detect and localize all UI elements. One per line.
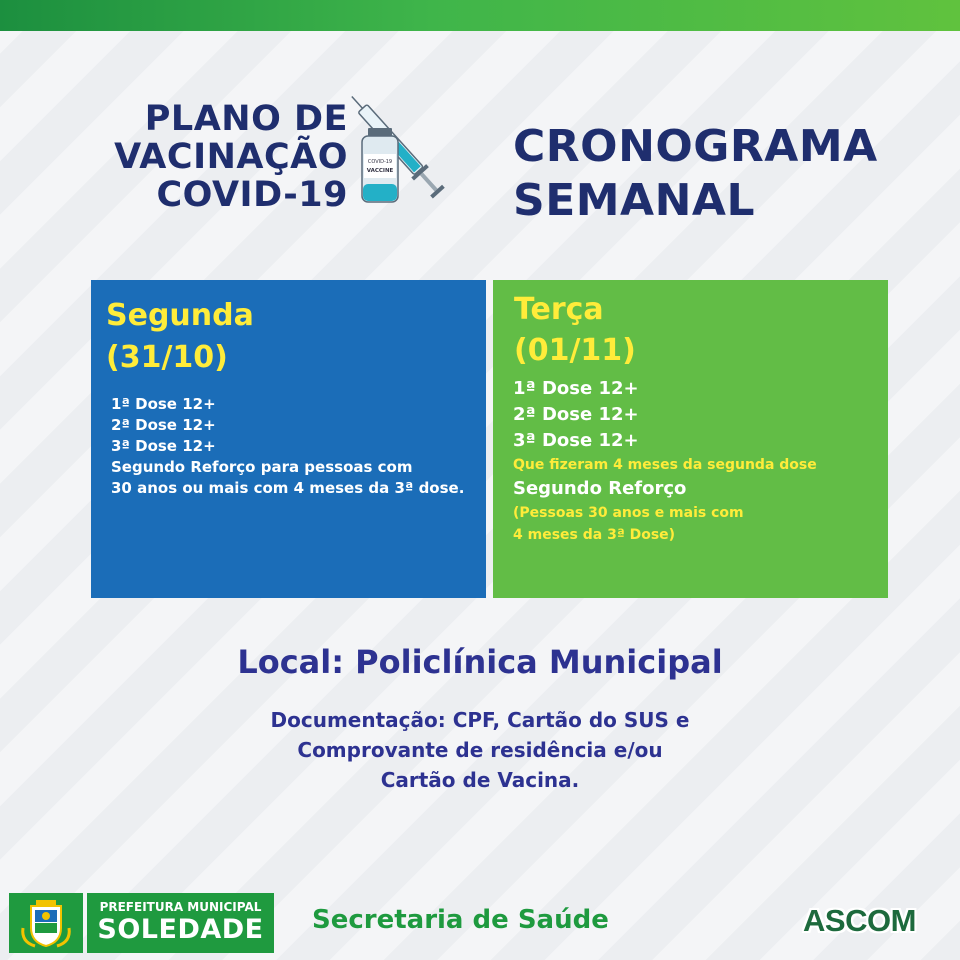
prefeitura-brand <box>87 893 274 953</box>
monday-schedule-card <box>91 280 486 598</box>
tuesday-line: Segundo Reforço <box>513 478 687 499</box>
page-heading <box>513 120 878 228</box>
plan-title-line-2: VACINAÇÃO <box>114 137 348 177</box>
monday-line: 2ª Dose 12+ <box>111 416 216 434</box>
heading-line-1: CRONOGRAMA <box>513 121 878 172</box>
tuesday-line: 2ª Dose 12+ <box>513 404 639 425</box>
prefeitura-logo <box>9 893 274 953</box>
monday-details <box>111 394 464 499</box>
location-text: Local: Policlínica Municipal <box>237 643 723 681</box>
documentation-line-3: Cartão de Vacina. <box>380 768 580 792</box>
documentation-text <box>0 705 960 795</box>
coat-of-arms-box <box>9 893 83 953</box>
monday-line: 3ª Dose 12+ <box>111 437 216 455</box>
ascom-logo: ASCOM <box>803 903 916 938</box>
tuesday-schedule-card <box>493 280 888 598</box>
tuesday-note: Que fizeram 4 meses da segunda dose <box>513 457 817 473</box>
tuesday-details <box>513 376 817 546</box>
plan-title-line-1: PLANO DE <box>144 99 348 139</box>
soledade-label: SOLEDADE <box>97 914 264 945</box>
vial-label-top: COVID-19 <box>367 159 393 165</box>
monday-line: 30 anos ou mais com 4 meses da 3ª dose. <box>111 479 465 497</box>
secretaria-saude-label: Secretaria de Saúde <box>312 905 609 935</box>
vial-label-bottom: VACCINE <box>366 168 394 174</box>
documentation-line-1: Documentação: CPF, Cartão do SUS e <box>270 708 690 732</box>
monday-line: 1ª Dose 12+ <box>111 395 216 413</box>
monday-day-name: Segunda <box>106 298 254 333</box>
coat-of-arms-icon <box>19 898 73 948</box>
vaccine-vial-syringe-icon <box>350 88 450 212</box>
prefeitura-label: PREFEITURA MUNICIPAL <box>99 900 262 914</box>
monday-line: Segundo Reforço para pessoas com <box>111 458 413 476</box>
monday-date: (31/10) <box>106 340 228 375</box>
tuesday-line: 3ª Dose 12+ <box>513 430 639 451</box>
top-gradient-bar <box>0 0 960 31</box>
documentation-line-2: Comprovante de residência e/ou <box>297 738 663 762</box>
tuesday-day-name: Terça <box>514 292 604 327</box>
tuesday-note: 4 meses da 3ª Dose) <box>513 527 676 543</box>
plan-title <box>108 100 348 214</box>
plan-title-line-3: COVID-19 <box>156 175 348 215</box>
tuesday-date: (01/11) <box>514 333 636 368</box>
heading-line-2: SEMANAL <box>513 175 755 226</box>
tuesday-note: (Pessoas 30 anos e mais com <box>513 505 744 521</box>
tuesday-line: 1ª Dose 12+ <box>513 378 639 399</box>
